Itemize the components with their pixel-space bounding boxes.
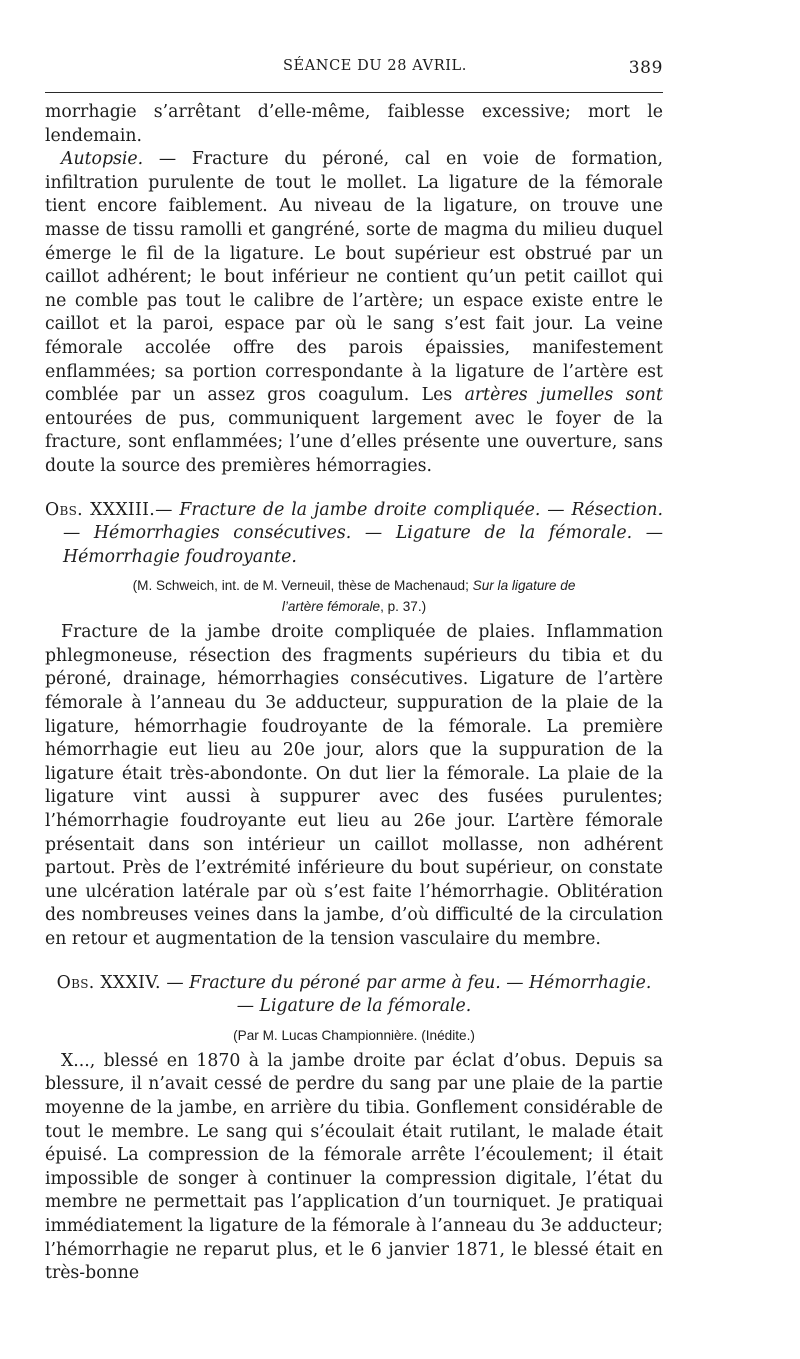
obs-33-source-italic: Sur la ligature de [472, 578, 576, 594]
obs-33-source-line-2 [45, 596, 663, 617]
obs-33-source [45, 575, 663, 617]
obs-33-title: Fracture de la jambe droite compliquée. — Résection. — Hémorrhagies consécutives. — Ligature de la fémorale. — Hémorrhagie foudroyante. [63, 499, 663, 567]
running-title: SÉANCE DU 28 AVRIL. [283, 58, 467, 74]
obs-34-title-line-1: Fracture du péroné par arme à feu. — Hémorrhagie. [189, 972, 652, 993]
paragraph-continuation: morrhagie s’arrêtant d’elle-même, faiblesse excessive; mort le lendemain. [45, 102, 663, 146]
obs-33-source-page: , p. 37.) [380, 599, 427, 615]
autopsie-text-end: entourées de pus, communiquent largement avec le foyer de la fracture, sont enflammées; l’une d’elles présente une ouverture, sans doute la source des premières hémorragies. [45, 408, 663, 476]
running-header [45, 58, 663, 88]
obs-33-label: Obs. XXXIII. [45, 499, 156, 520]
obs-34-label: Obs. XXXIV. [56, 972, 161, 993]
obs-33-source-line-1 [45, 575, 663, 596]
header-rule [45, 92, 663, 93]
obs-33-source-italic-2: l’artère fémorale [281, 599, 381, 615]
page-number: 389 [628, 58, 663, 78]
obs-34-title-line-2: — Ligature de la fémorale. [236, 996, 472, 1017]
obs-34-dash: — [160, 972, 190, 993]
autopsie-label: Autopsie. [61, 149, 144, 170]
obs-34-heading [45, 972, 663, 996]
obs-34-text: X..., blessé en 1870 à la jambe droite par éclat d’obus. Depuis sa blessure, il n’avait cessé de perdre du sang par une plaie de la partie moyenne de la jambe, en arrière du tibia. Gonflement considérable de tout le membre. Le sang qui s’écoulait était rutilant, le malade était épuisé. La compression de la fémorale arrête l’écoulement; il était impossible de songer à continuer la compression digitale, l’état du membre ne permettait pas l’application d’un tourniquet. Je pratiquai immédiatement la ligature de la fémorale à l’anneau du 3e adducteur; l’hémorrhagie ne reparut plus, et le 6 janvier 1871, le blessé était en très-bonne [45, 1050, 663, 1284]
autopsie-text: — Fracture du péroné, cal en voie de formation, infiltration purulente de tout le mollet. La ligature de la fémorale tient encore faiblement. Au niveau de la ligature, on trouve une masse de tissu ramolli et gangréné, sorte de magma du milieu duquel émerge le fil de la ligature. Le bout supérieur est obstrué par un caillot adhérent; le bout inférieur ne contient qu’un petit caillot qui ne comble pas tout le calibre de l’artère; un espace existe entre le caillot et la paroi, espace par où le sang s’est fait jour. La veine fémorale accolée offre des parois épaissies, manifestement enflammées; sa portion correspondante à la ligature de l’artère est comblée par un assez gros coagulum. Les [45, 149, 663, 406]
obs-34-source: (Par M. Lucas Championnière. (Inédite.) [233, 1027, 475, 1043]
obs-33-text: Fracture de la jambe droite compliquée de plaies. Inflammation phlegmoneuse, résection des fragments supérieurs du tibia et du péroné, drainage, hémorrhagies consécutives. Ligature de l’artère fémorale à l’anneau du 3e adducteur, suppuration de la plaie de la ligature, hémorrhagie foudroyante de la fémorale. La première hémorrhagie eut lieu au 20e jour, alors que la suppuration de la ligature était très-abondonte. On dut lier la fémorale. La plaie de la ligature vint aussi à suppurer avec des fusées purulentes; l’hémorrhagie foudroyante eut lieu au 26e jour. L’artère fémorale présentait dans son intérieur un caillot mollasse, non adhérent partout. Près de l’extrémité inférieure du bout supérieur, on constate une ulcération latérale par où s’est faite l’hémorrhagie. Oblitération des nombreuses veines dans la jambe, d’où difficulté de la circulation en retour et augmentation de la tension vasculaire du membre. [45, 622, 663, 949]
obs-33-dash: — [155, 499, 180, 520]
arteres-jumelles-italic: artères jumelles sont [464, 385, 663, 406]
obs-33-heading [45, 499, 663, 570]
obs-34-heading-line-2 [45, 995, 663, 1019]
obs-33-source-text: (M. Schweich, int. de M. Verneuil, thèse de Machenaud; [132, 578, 473, 594]
paragraph-autopsie [45, 148, 663, 478]
